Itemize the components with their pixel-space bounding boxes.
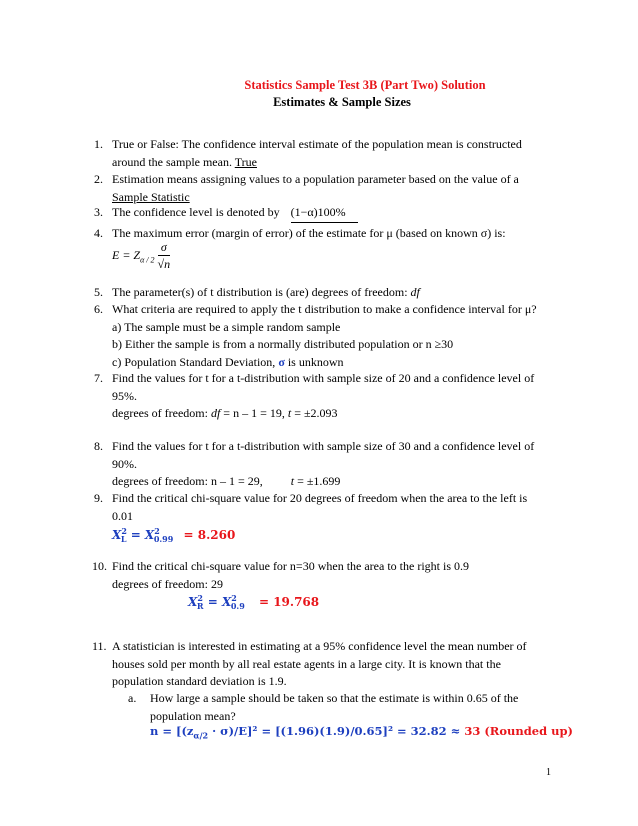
sample-size-solution: $n = [(z_{\alpha/2} \cdot \sigma)/E]^2 = [(1.96)(1.9)/0.65]^2 = 32.82 \approx 33$ (Rounded up): [150, 724, 573, 741]
document-page: Statistics Sample Test 3B (Part Two) Solution Estimates & Sample Sizes 1. True or False: The confidence interval estimate of the population mean is constructed around the sample mean. True 2. Estimation means assigning values to a population parameter based on the value of a Sample Statistic 3. The confidence level is denoted by (1−α)100% 4. The maximum error (margin of error) of the estimate for μ (based on known σ) is: $E = Z_{\alpha / 2}$ $\frac{\sigma}{√n}$ 5. The parameter(s) of t distribution is (are) degrees of freedom: df 6. What criteria are required to apply the t distribution to make a confidence interval for μ? a) The sample must be a simple random sample b) Either the sample is from a normally distributed population or n ≥30 c) Population Standard Deviation, σ is unknown 7. Find the values for t for a t-distribution with sample size of 20 and a confidence level of 95%. degrees of freedom: df = n – 1 = 19, t = ±2.093 8. Find the values for t for a t-distribution with sample size of 30 and a confidence level of 90%. degrees of freedom: n – 1 = 29, t = ±1.699 9. Find the critical chi-square value for 20 degrees of freedom when the area to the left is 0.01 $X^2_L = X^2_{0.99} = 8.260$ 10. Find the critical chi-square value for n=30 when the area to the right is 0.9 degrees of freedom: 29 $X^2_R = X^2_{0.9} = 19.768$ 11. A statistician is interested in estimating at a 95% confidence level the mean number of houses sold per month by all real estate agents in a large city. It is known that the population standard deviation is 1.9. a. How large a sample should be taken so that the estimate is within 0.65 of the population mean? $n = [(z_{\alpha/2} \cdot \sigma)/E]^2 = [(1.96)(1.9)/0.65]^2 = 32.82 \approx 33$ (Rounded up) 1: [0, 0, 638, 826]
answer-2: Sample Statistic: [112, 189, 190, 204]
chi-square-left: $X^2_L = X^2_{0.99} = 8.260$: [112, 526, 236, 545]
chi-square-right: $X^2_R = X^2_{0.9} = 19.768$: [188, 593, 320, 612]
document-title: Statistics Sample Test 3B (Part Two) Solution: [244, 78, 486, 92]
margin-of-error-formula: $E = Z_{\alpha / 2}$ $\frac{\sigma}{√n}$: [112, 240, 171, 271]
document-subtitle: Estimates & Sample Sizes: [273, 95, 411, 109]
answer-3: (1−α)100%: [291, 204, 358, 223]
answer-1: True: [234, 154, 257, 169]
page-number: 1: [546, 767, 551, 778]
